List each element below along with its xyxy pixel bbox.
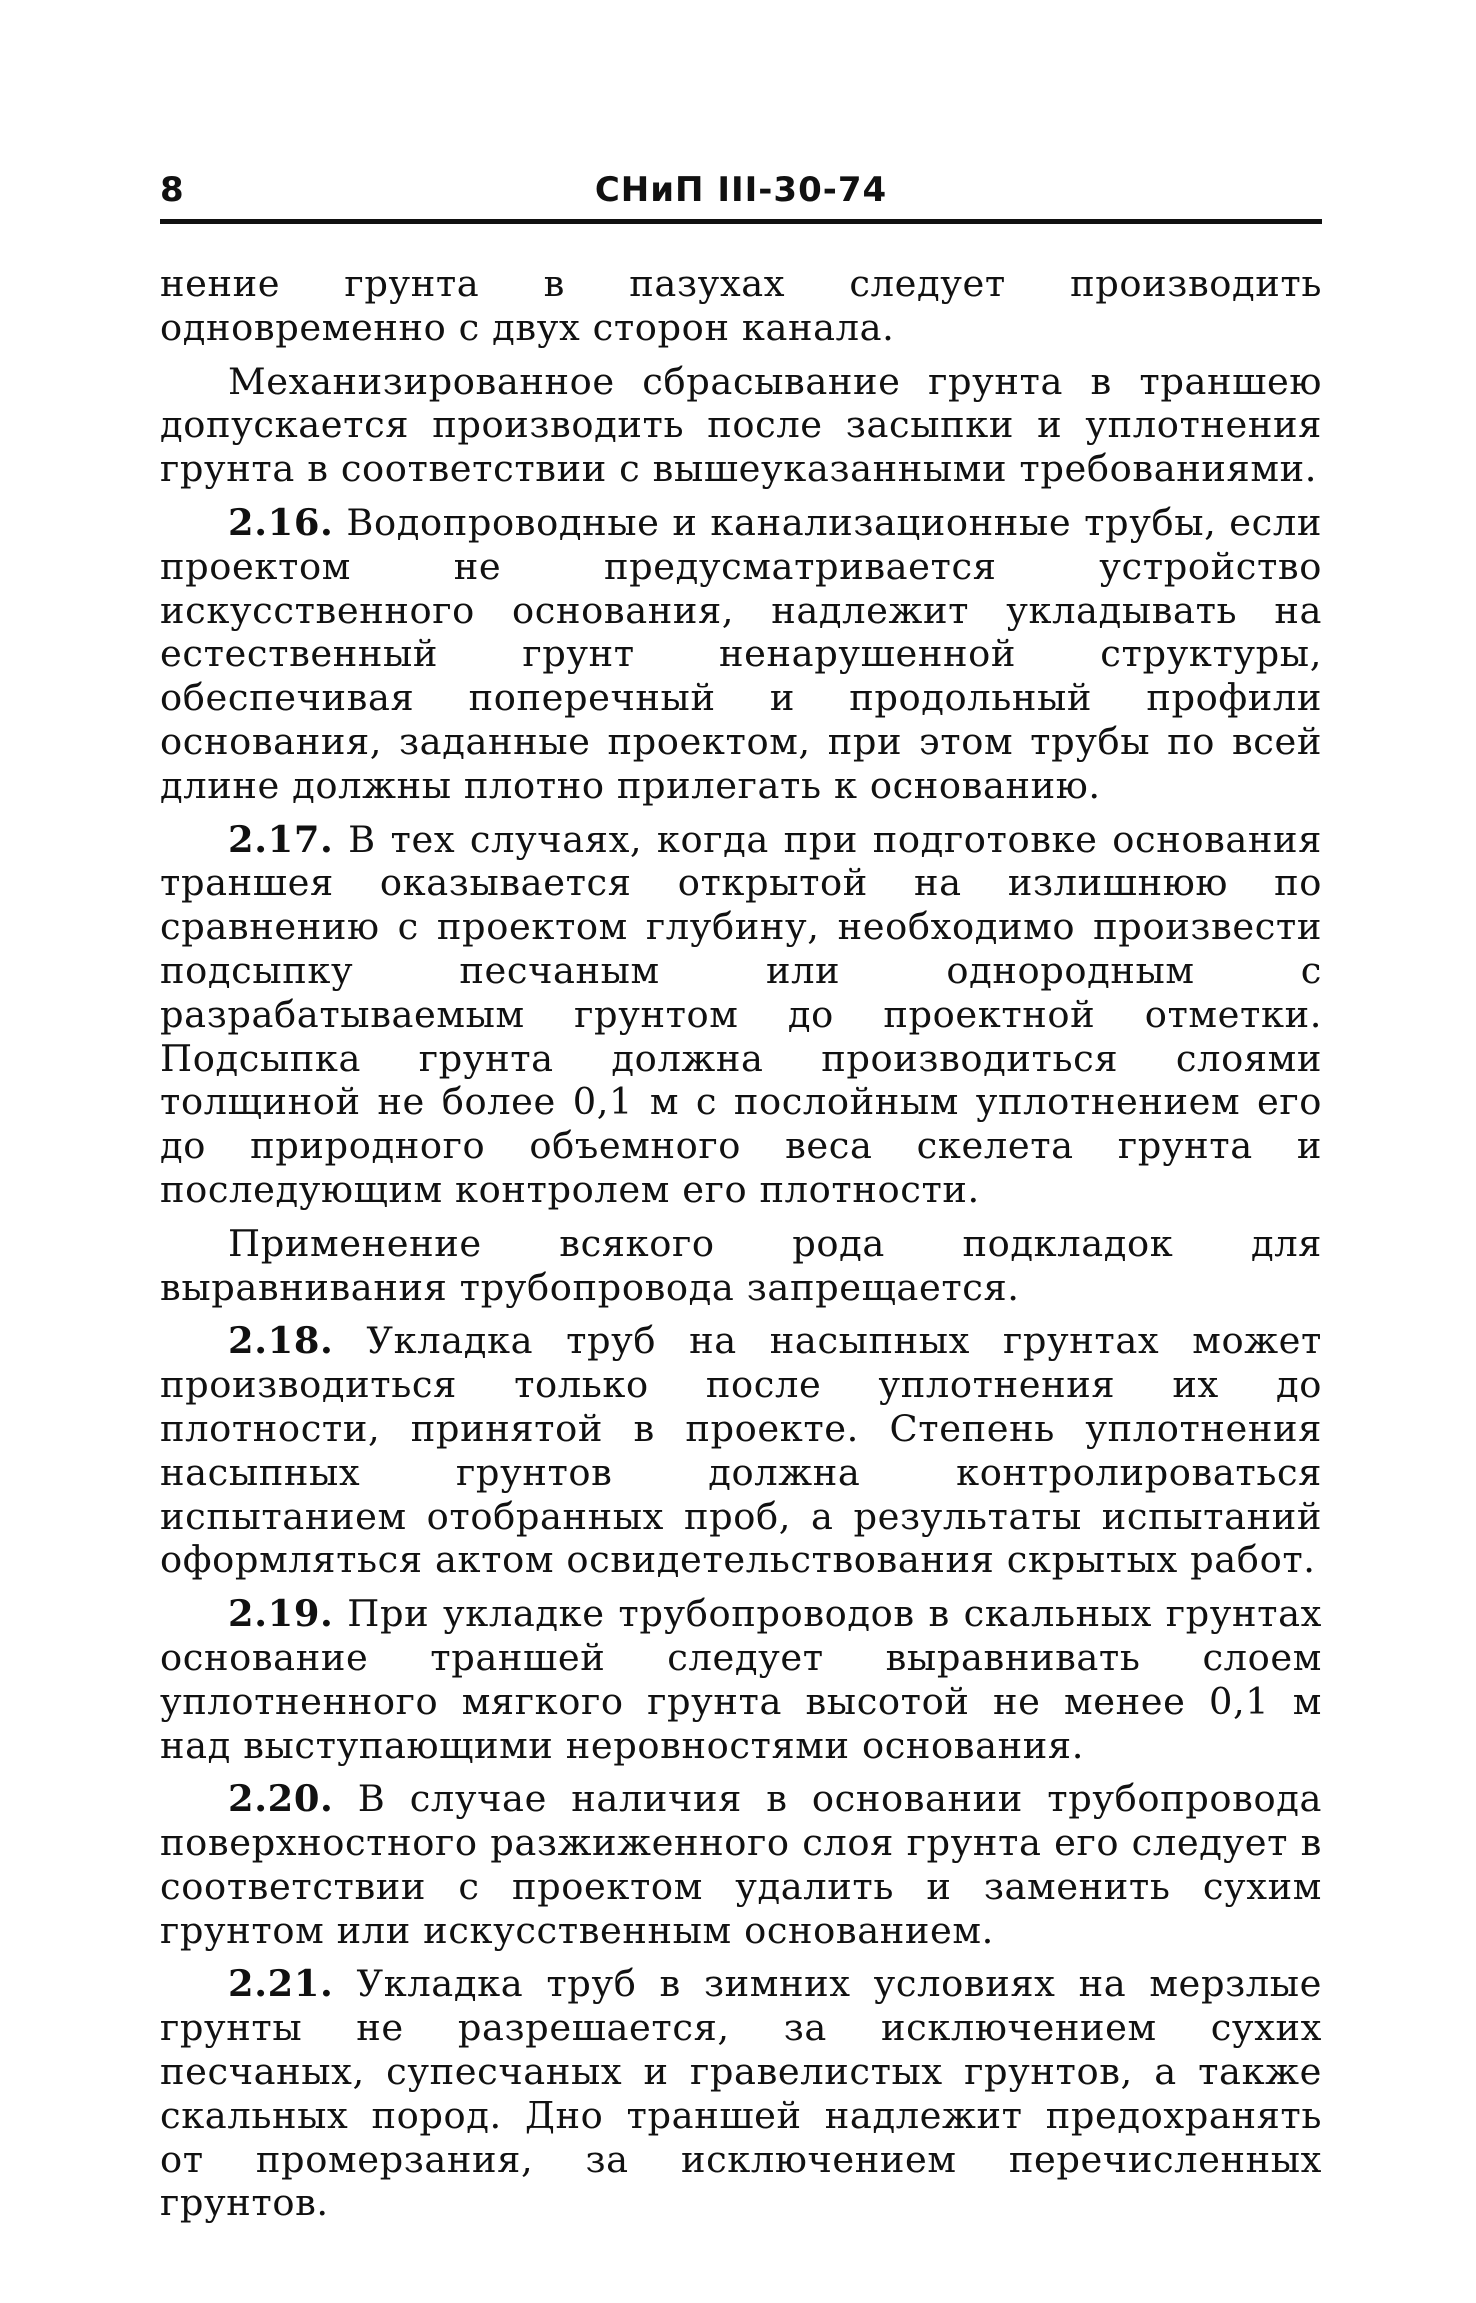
paragraph-text: Укладка труб на насыпных грунтах может производиться только после уплотнения их до плотности, принятой в проекте. Степень уплотнения насыпных грунтов должна контролироваться испытанием отобранных проб, а результаты испытаний оформляться актом освидетельствования скрытых работ. — [160, 1319, 1322, 1582]
header-divider — [160, 219, 1322, 224]
page-header — [160, 168, 1322, 220]
paragraph-text: В случае наличия в основании трубопровода поверхностного разжиженного слоя грунта его следует в соответствии с проектом удалить и заменить сухим грунтом или искусственным основанием. — [160, 1777, 1323, 1952]
clause-number: 2.17. — [228, 816, 334, 861]
paragraph-text: При укладке трубопроводов в скальных грунтах основание траншей следует выравнивать слоем уплотненного мягкого грунта высотой не менее 0,1 м над выступающими неровностями основания. — [160, 1592, 1322, 1767]
paragraph-text: Укладка труб в зимних условиях на мерзлые грунты не разрешается, за исключением сухих песчаных, супесчаных и гравелистых грунтов, а также скальных пород. Дно траншей надлежит предохранять от промерзания, за исключением перечисленных грунтов. — [160, 1962, 1323, 2225]
clause-2-19 — [160, 1592, 1322, 1767]
clause-number: 2.19. — [228, 1591, 334, 1636]
clause-number: 2.18. — [228, 1318, 334, 1363]
body-text — [160, 262, 1322, 2225]
clause-number: 2.20. — [228, 1776, 334, 1821]
document-code: СНиП III-30-74 — [594, 170, 888, 210]
paragraph-text: В тех случаях, когда при подготовке основания траншея оказывается открытой на излишнюю по сравнению с проектом глубину, необходимо произвести подсыпку песчаным или однородным с разрабатываемым грунтом до проектной отметки. Подсыпка грунта должна производиться слоями толщиной не более 0,1 м с послойным уплотнением его до природного объемного веса скелета грунта и последующим контролем его плотности. — [160, 817, 1322, 1211]
paragraph-pads-prohibited — [160, 1222, 1322, 1310]
clause-2-21 — [160, 1962, 1322, 2225]
paragraph-text: Механизированное сбрасывание грунта в траншею допускается производить после засыпки и уплотнения грунта в соответствии с вышеуказанными требованиями. — [160, 359, 1322, 491]
paragraph-text: Применение всякого рода подкладок для выравнивания трубопровода запрещается. — [160, 1221, 1322, 1309]
paragraph-text: нение грунта в пазухах следует производить одновременно с двух сторон канала. — [160, 262, 1322, 349]
paragraph-text: Водопроводные и канализационные трубы, если проектом не предусматривается устройство искусственного основания, надлежит укладывать на естественный грунт ненарушенной структуры, обеспечивая поперечный и продольный профили основания, заданные проектом, при этом трубы по всей длине должны плотно прилегать к основанию. — [160, 500, 1322, 807]
clause-2-16 — [160, 501, 1322, 808]
clause-2-17 — [160, 818, 1322, 1212]
paragraph-continuation — [160, 262, 1322, 350]
clause-number: 2.21. — [228, 1961, 334, 2006]
clause-number: 2.16. — [228, 499, 334, 544]
clause-2-18 — [160, 1319, 1322, 1582]
clause-2-20 — [160, 1777, 1322, 1952]
paragraph-mechanized-backfill — [160, 360, 1322, 491]
page-number: 8 — [160, 170, 184, 210]
